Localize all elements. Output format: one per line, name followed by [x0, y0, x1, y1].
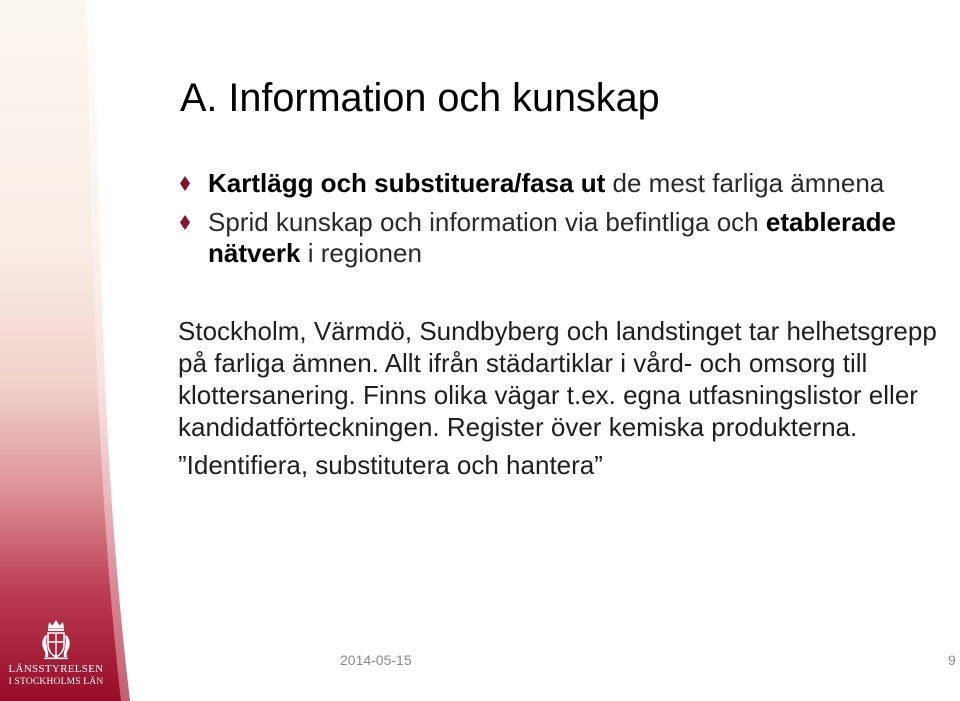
diamond-bullet-icon	[180, 215, 190, 230]
footer-date: 2014-05-15	[340, 652, 412, 668]
body-paragraph	[178, 315, 937, 443]
bullet-text: i regionen	[300, 238, 422, 268]
decorative-side-band	[0, 0, 140, 701]
bullet-bold-text: Kartlägg och substituera/fasa ut	[208, 168, 606, 198]
bullet-item	[208, 168, 884, 199]
paragraph-line: klottersanering. Finns olika vägar t.ex. egna utfasningslistor eller	[178, 380, 918, 410]
logo-region: I STOCKHOLMS LÄN	[8, 677, 104, 687]
paragraph-line: kandidatförteckningen. Register över kemiska produkterna.	[178, 412, 858, 442]
page-number: 9	[948, 652, 956, 668]
slide-title: A. Information och kunskap	[180, 76, 660, 120]
coat-of-arms-icon	[38, 619, 74, 661]
bullet-bold-text: etablerade	[765, 207, 896, 237]
lansstyrelsen-logo	[0, 615, 112, 695]
paragraph-line: Stockholm, Värmdö, Sundbyberg och landstinget tar helhetsgrepp	[178, 316, 937, 346]
diamond-bullet-icon	[180, 176, 190, 191]
bullet-bold-text: nätverk	[208, 238, 301, 268]
bullet-text: de mest farliga ämnena	[605, 168, 885, 198]
quote-line: ”Identifiera, substitutera och hantera”	[178, 450, 603, 480]
bullet-text: Sprid kunskap och information via befintliga och	[208, 207, 766, 237]
paragraph-line: på farliga ämnen. Allt ifrån städartiklar i vård- och omsorg till	[178, 348, 868, 378]
logo-name: LÄNSSTYRELSEN	[8, 663, 104, 675]
bullet-item	[208, 207, 896, 269]
